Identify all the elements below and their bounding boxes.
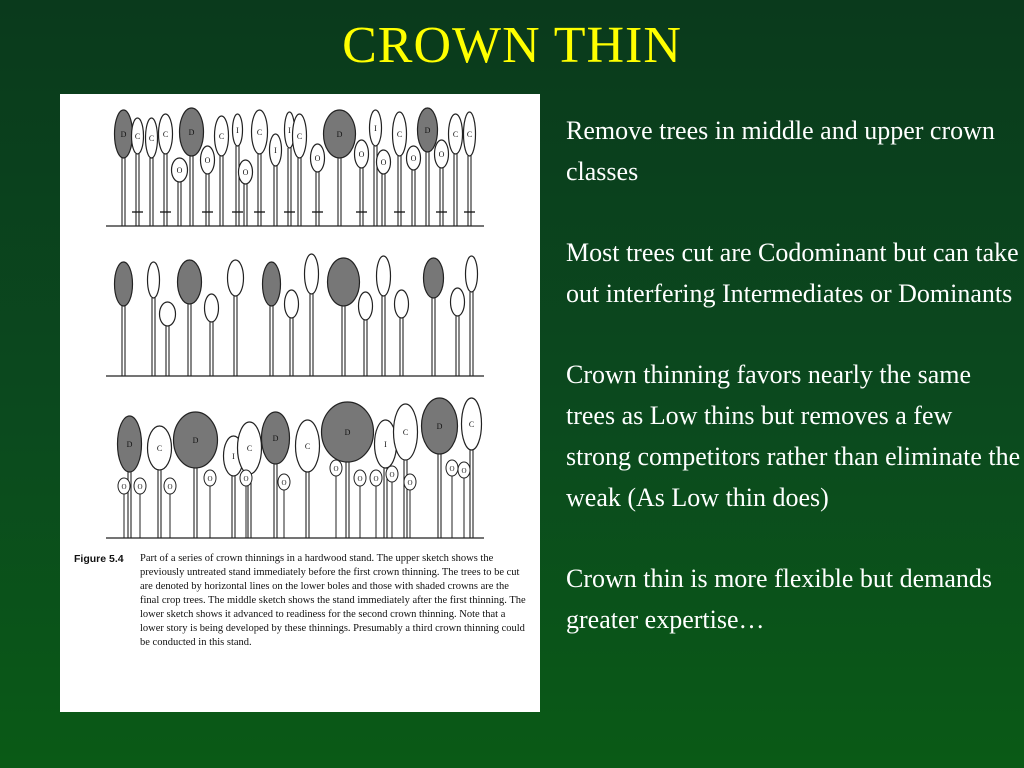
crown-class-letter: D bbox=[436, 422, 443, 431]
paragraph-1: Remove trees in middle and upper crown classes bbox=[566, 116, 995, 186]
crown-class-letter: C bbox=[396, 130, 403, 139]
crown-class-letter: O bbox=[357, 475, 363, 483]
crown-class-letter: O bbox=[407, 479, 413, 487]
crown-class-letter: C bbox=[468, 420, 475, 429]
crown-class-letter: I bbox=[274, 146, 277, 155]
tree-crown bbox=[424, 258, 444, 298]
tree-crown bbox=[178, 260, 202, 304]
crown-class-letter: D bbox=[126, 440, 133, 449]
crown-class-letter: D bbox=[192, 436, 199, 445]
tree-crown bbox=[205, 294, 219, 322]
tree-crown bbox=[228, 260, 244, 296]
crown-class-letter: D bbox=[272, 434, 279, 443]
crown-class-letter: O bbox=[358, 150, 365, 159]
crown-class-letter: O bbox=[207, 475, 213, 483]
paragraph-4: Crown thin is more flexible but demands greater expertise… bbox=[566, 564, 993, 634]
crown-class-letter: C bbox=[156, 444, 163, 453]
crown-class-letter: D bbox=[424, 126, 431, 135]
crown-class-letter: D bbox=[120, 130, 127, 139]
text-panel bbox=[566, 110, 1022, 680]
crown-class-letter: O bbox=[449, 465, 455, 473]
tree-crown bbox=[451, 288, 465, 316]
crown-class-letter: I bbox=[236, 126, 239, 135]
paragraph-3: Crown thinning favors nearly the same trees as Low thins but removes a few strong competitors rather than eliminate the weak (As Low thin does) bbox=[566, 360, 1021, 512]
crown-class-letter: O bbox=[380, 158, 387, 167]
crown-class-letter: O bbox=[243, 475, 249, 483]
tree-crown bbox=[115, 262, 133, 306]
figure-card bbox=[60, 94, 540, 712]
paragraph-2: Most trees cut are Codominant but can take out interfering Intermediates or Dominants bbox=[566, 238, 1019, 308]
tree-crown bbox=[148, 262, 160, 298]
crown-class-letter: C bbox=[218, 132, 225, 141]
crown-class-letter: C bbox=[246, 444, 253, 453]
crown-class-letter: O bbox=[314, 154, 321, 163]
slide-title: CROWN THIN bbox=[342, 17, 682, 74]
figure-caption bbox=[74, 552, 534, 650]
crown-class-letter: D bbox=[188, 128, 195, 137]
crown-class-letter: O bbox=[204, 156, 211, 165]
crown-class-letter: C bbox=[134, 132, 141, 141]
crown-class-letter: C bbox=[402, 428, 409, 437]
tree-crown bbox=[160, 302, 176, 326]
tree-crown bbox=[466, 256, 478, 292]
crown-class-letter: I bbox=[374, 124, 377, 133]
crown-class-letter: C bbox=[162, 130, 169, 139]
crown-class-letter: O bbox=[438, 150, 445, 159]
tree-crown bbox=[377, 256, 391, 296]
crown-class-letter: O bbox=[461, 467, 467, 475]
crown-class-letter: C bbox=[452, 130, 459, 139]
tree-crown bbox=[359, 292, 373, 320]
crown-class-letter: D bbox=[336, 130, 343, 139]
crown-class-letter: O bbox=[137, 483, 143, 491]
tree-crown bbox=[285, 290, 299, 318]
crown-class-letter: O bbox=[121, 483, 127, 491]
tree-crown bbox=[395, 290, 409, 318]
crown-class-letter: O bbox=[389, 471, 395, 479]
tree-crown bbox=[328, 258, 360, 306]
crown-class-letter: I bbox=[288, 126, 291, 135]
tree-crown bbox=[263, 262, 281, 306]
crown-class-letter: C bbox=[296, 132, 303, 141]
crown-class-letter: O bbox=[176, 166, 183, 175]
crown-class-letter: O bbox=[373, 475, 379, 483]
crown-class-letter: I bbox=[232, 452, 235, 461]
figure-label: Figure 5.4 bbox=[74, 553, 124, 565]
crown-class-letter: C bbox=[304, 442, 311, 451]
crown-class-letter: C bbox=[466, 130, 473, 139]
crown-class-letter: D bbox=[344, 428, 351, 437]
crown-thinning-sketch bbox=[60, 94, 540, 554]
crown-class-letter: I bbox=[384, 440, 387, 449]
crown-class-letter: O bbox=[281, 479, 287, 487]
crown-class-letter: C bbox=[148, 134, 155, 143]
crown-class-letter: O bbox=[333, 465, 339, 473]
tree-crown bbox=[305, 254, 319, 294]
crown-class-letter: O bbox=[167, 483, 173, 491]
sketch-layer bbox=[106, 108, 484, 538]
figure-caption-text: Part of a series of crown thinnings in a hardwood stand. The upper sketch shows the previously untreated stand immediately before the first crown thinning. The trees to be cut are denoted by horizontal lines on the lower boles and those with shaded crowns are the final crop trees. The middle sketch shows the stand immediately after the first thinning. The lower sketch shows it advanced to readiness for the second crown thinning. Note that a lower story is being developed by these thinnings. Presumably a third crown thinning could be conducted in this stand. bbox=[140, 553, 526, 648]
crown-class-letter: O bbox=[242, 168, 249, 177]
crown-class-letter: C bbox=[256, 128, 263, 137]
crown-class-letter: O bbox=[410, 154, 417, 163]
